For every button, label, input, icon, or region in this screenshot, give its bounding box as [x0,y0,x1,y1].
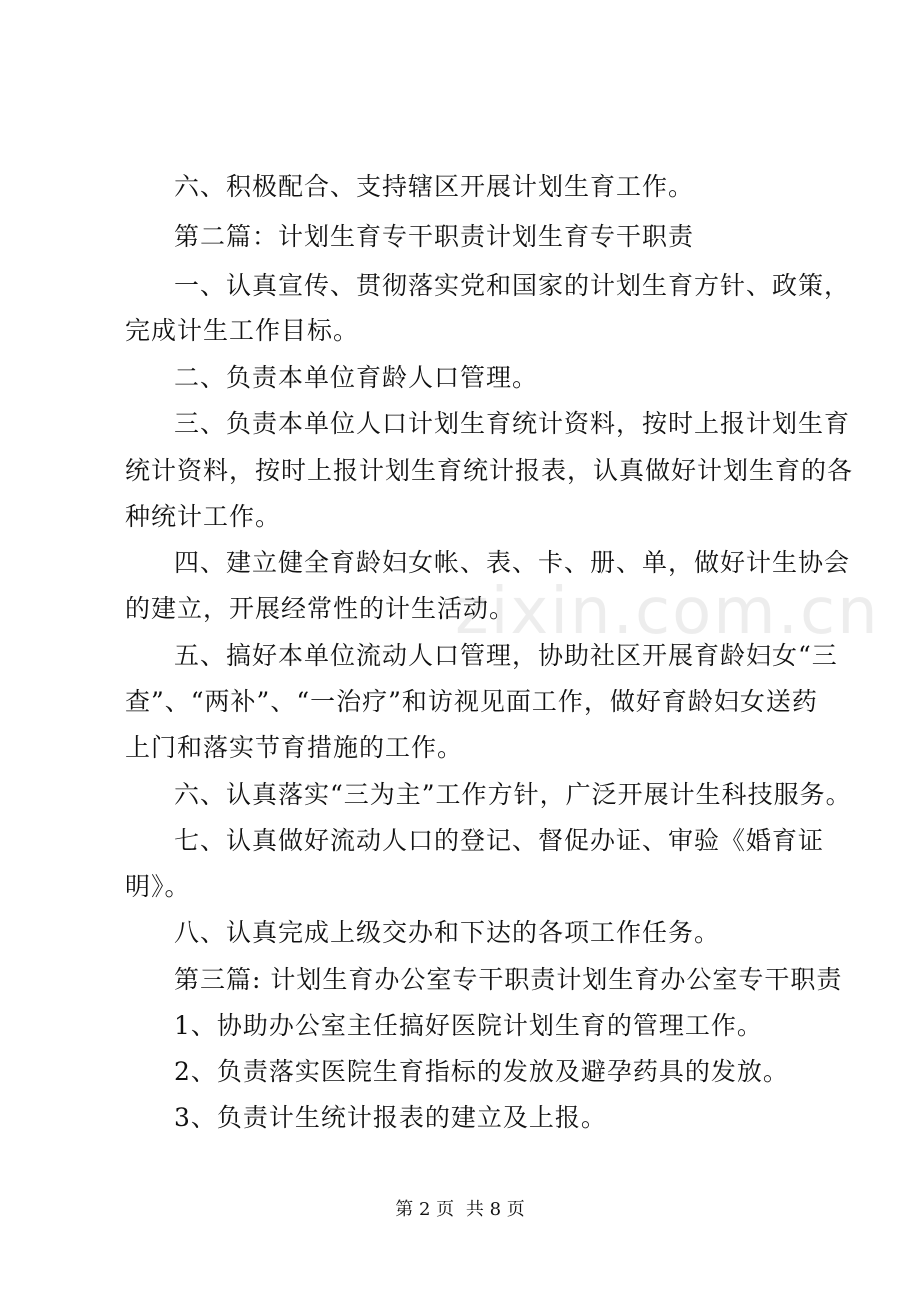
text-line: 统计资料，按时上报计划生育统计报表，认真做好计划生育的各 [125,456,854,485]
text-line: 六、认真落实“三为主”工作方针，广泛开展计生科技服务。 [174,780,852,809]
text-line: 一、认真宣传、贯彻落实党和国家的计划生育方针、政策， [174,271,851,300]
text-line: 2、负责落实医院生育指标的发放及避孕药具的发放。 [174,1057,789,1086]
text-line: 3、负责计生统计报表的建立及上报。 [174,1103,607,1132]
watermark: zixin.com.cn [455,575,880,649]
page-total: 共 8 页 [465,1199,525,1220]
section-heading: 第二篇：计划生育专干职责计划生育专干职责 [174,222,695,251]
text-line: 三、负责本单位人口计划生育统计资料，按时上报计划生育 [174,409,851,438]
text-line: 二、负责本单位育龄人口管理。 [174,363,539,392]
text-line: 查”、“两补”、“一治疗”和访视见面工作，做好育龄妇女送药 [125,687,818,716]
text-line: 四、建立健全育龄妇女帐、表、卡、册、单，做好计生协会 [174,548,851,577]
page-footer [0,1198,920,1222]
page-number: 第 2 页 [395,1199,455,1220]
text-line: 上门和落实节育措施的工作。 [125,733,464,762]
text-line: 五、搞好本单位流动人口管理，协助社区开展育龄妇女“三 [174,641,838,670]
section-heading: 第三篇: 计划生育办公室专干职责计划生育办公室专干职责 [174,965,843,994]
text-line: 明》。 [125,872,191,901]
text-line: 种统计工作。 [125,502,282,531]
text-line: 六、积极配合、支持辖区开展计划生育工作。 [174,172,695,201]
text-line: 完成计生工作目标。 [125,316,360,345]
text-line: 七、认真做好流动人口的登记、督促办证、审验《婚育证 [174,826,825,855]
text-line: 1、协助办公室主任搞好医院计划生育的管理工作。 [174,1011,763,1040]
text-line: 的建立，开展经常性的计生活动。 [125,594,516,623]
text-line: 八、认真完成上级交办和下达的各项工作任务。 [174,918,721,947]
